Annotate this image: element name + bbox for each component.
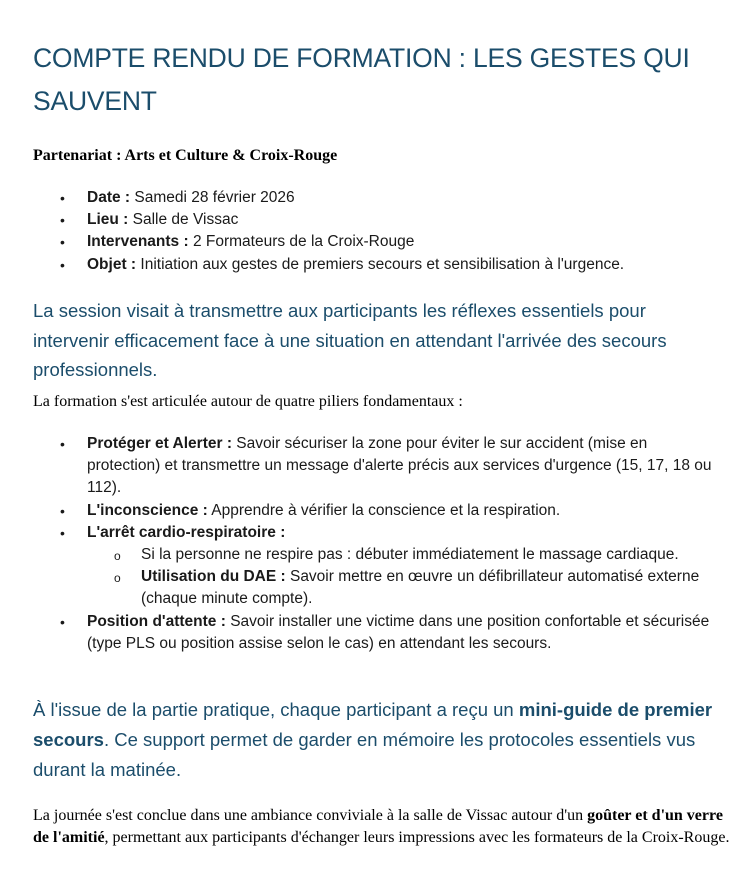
sub-item-label: Utilisation du DAE : [141, 568, 286, 586]
pillar-value: Savoir installer une victime dans une position confortable et sécurisée (type PLS ou position assise selon le cas) en attendant les secours. [87, 612, 710, 652]
info-label: Date : [87, 189, 131, 206]
sub-item-dae [87, 566, 723, 610]
bullet-icon: • [60, 256, 65, 273]
sub-item-text: Savoir mettre en œuvre un défibrillateur automatisé externe (chaque minute compte). [141, 568, 700, 608]
pillar-item-position-attente [33, 611, 723, 655]
pillar-label: L'inconscience : [87, 501, 208, 519]
bullet-icon: • [60, 524, 65, 541]
closing-highlight: goûter et d'un verre de l'amitié [33, 807, 723, 846]
guide-text-before: À l'issue de la partie pratique, chaque participant a reçu un [33, 699, 519, 720]
sub-item-massage [87, 544, 723, 566]
info-label: Objet : [87, 255, 137, 273]
closing-text-after: , permettant aux participants d'échanger leurs impressions avec les formateurs de la Croix-Rouge. [104, 829, 730, 846]
info-list [33, 187, 733, 276]
pillar-label: L'arrêt cardio-respiratoire : [87, 523, 286, 541]
sub-list [87, 544, 723, 611]
info-value: Initiation aux gestes de premiers secours et sensibilisation à l'urgence. [136, 255, 625, 273]
guide-highlight: mini-guide de premier secours [33, 699, 713, 750]
info-item-lieu [33, 209, 733, 231]
pillar-value: Apprendre à vérifier la conscience et la respiration. [207, 501, 561, 519]
bullet-icon: • [60, 436, 65, 452]
info-value: 2 Formateurs de la Croix-Rouge [188, 233, 415, 251]
info-label: Intervenants : [87, 233, 189, 251]
intro-paragraph: La session visait à transmettre aux participants les réflexes essentiels pour intervenir efficacement face à une situation en attendant l'arrivée des secours professionnels. [33, 300, 667, 380]
pillars-list [33, 433, 723, 655]
pillars-lead: La formation s'est articulée autour de quatre piliers fondamentaux : [33, 393, 463, 410]
bullet-icon: • [60, 502, 65, 519]
info-label: Lieu : [87, 211, 129, 229]
info-value: Salle de Vissac [128, 211, 239, 229]
guide-paragraph [33, 695, 733, 785]
pillar-value: Savoir sécuriser la zone pour éviter le sur accident (mise en protection) et transmettre un message d'alerte précis aux services d'urgence (15, 17, 18 ou 112). [87, 435, 712, 497]
info-item-date [33, 187, 733, 209]
info-value: Samedi 28 février 2026 [130, 189, 295, 206]
pillar-label: Position d'attente : [87, 612, 226, 630]
pillar-item-arret-cardio [33, 522, 723, 611]
info-item-objet [33, 254, 733, 276]
partnership-line: Partenariat : Arts et Culture & Croix-Rouge [33, 147, 338, 164]
circle-bullet-icon: o [114, 549, 121, 564]
bullet-icon: • [60, 212, 65, 229]
pillar-label: Protéger et Alerter : [87, 435, 232, 452]
closing-text-before: La journée s'est conclue dans une ambiance conviviale à la salle de Vissac autour d'un [33, 807, 588, 824]
bullet-icon: • [60, 613, 65, 630]
info-item-intervenants [33, 231, 733, 253]
pillar-item-inconscience [33, 500, 723, 522]
closing-paragraph [33, 805, 733, 849]
guide-text-after: . Ce support permet de garder en mémoire les protocoles essentiels vus durant la matinée. [33, 729, 696, 780]
pillar-item-proteger [33, 433, 723, 500]
sub-item-text: Si la personne ne respire pas : débuter immédiatement le massage cardiaque. [141, 546, 679, 564]
bullet-icon: • [60, 234, 65, 251]
circle-bullet-icon: o [114, 571, 121, 586]
bullet-icon: • [60, 190, 65, 206]
document-title: COMPTE RENDU DE FORMATION : LES GESTES QUI SAUVENT [33, 43, 690, 116]
